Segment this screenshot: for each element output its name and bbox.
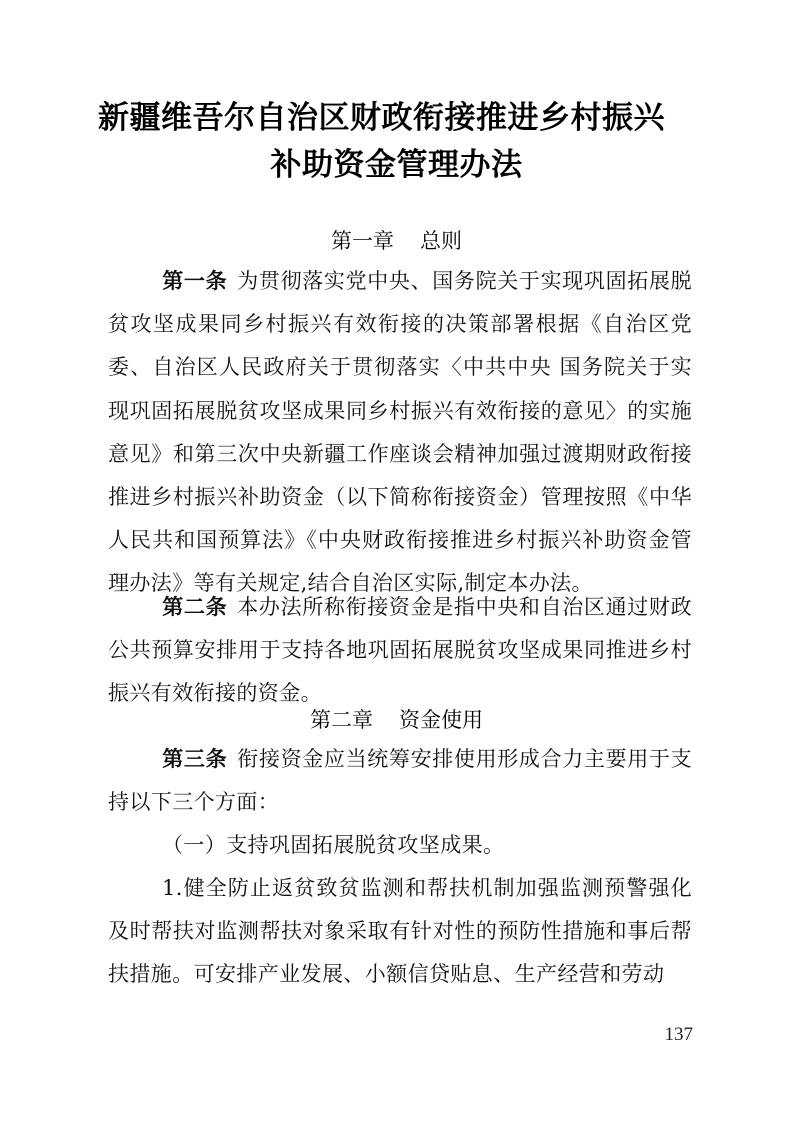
article-3-label: 第三条	[162, 747, 228, 771]
article-2-label: 第二条	[162, 595, 228, 619]
item-1-1-paragraph	[108, 867, 692, 997]
article-3-text: 衔接资金应当统筹安排使用形成合力主要用于支持以下三个方面：	[108, 747, 692, 815]
article-2-paragraph	[108, 586, 692, 716]
document-title-line-1: 新疆维吾尔自治区财政衔接推进乡村振兴	[98, 100, 665, 136]
chapter-2-name: 资金使用	[399, 708, 483, 732]
article-1-paragraph	[108, 260, 692, 606]
item-1-1-text: 1.健全防止返贫致贫监测和帮扶机制加强监测预警强化及时帮扶对监测帮扶对象采取有针对性的预防性措施和事后帮扶措施。可安排产业发展、小额信贷贴息、生产经营和劳动	[108, 876, 692, 987]
item-1-paragraph	[108, 824, 692, 867]
item-1-text: （一）支持巩固拓展脱贫攻坚成果。	[162, 833, 505, 857]
article-3-paragraph	[108, 738, 692, 824]
chapter-1-number: 第一章	[331, 229, 394, 253]
chapter-1-heading	[0, 226, 793, 256]
chapter-2-heading	[0, 705, 793, 735]
chapter-1-name: 总则	[420, 229, 462, 253]
article-1-label: 第一条	[162, 269, 228, 293]
document-title-line-2: 补助资金管理办法	[270, 147, 523, 183]
article-2-text: 本办法所称衔接资金是指中央和自治区通过财政公共预算安排用于支持各地巩固拓展脱贫攻坚成果同推进乡村振兴有效衔接的资金。	[108, 595, 692, 706]
chapter-2-number: 第二章	[310, 708, 373, 732]
page-number: 137	[664, 1024, 693, 1045]
article-1-text: 为贯彻落实党中央、国务院关于实现巩固拓展脱贫攻坚成果同乡村振兴有效衔接的决策部署根据《自治区党委、自治区人民政府关于贯彻落实〈中共中央 国务院关于实现巩固拓展脱贫攻坚成果同乡村振兴有效衔接的意见〉的实施意见》和第三次中央新疆工作座谈会精神加强过渡期财政衔接推进乡村振兴补助资金（以下简称衔接资金）管理按照《中华人民共和国预算法》《中央财政衔接推进乡村振兴补助资金管理办法》等有关规定,结合自治区实际,制定本办法。	[108, 269, 692, 596]
